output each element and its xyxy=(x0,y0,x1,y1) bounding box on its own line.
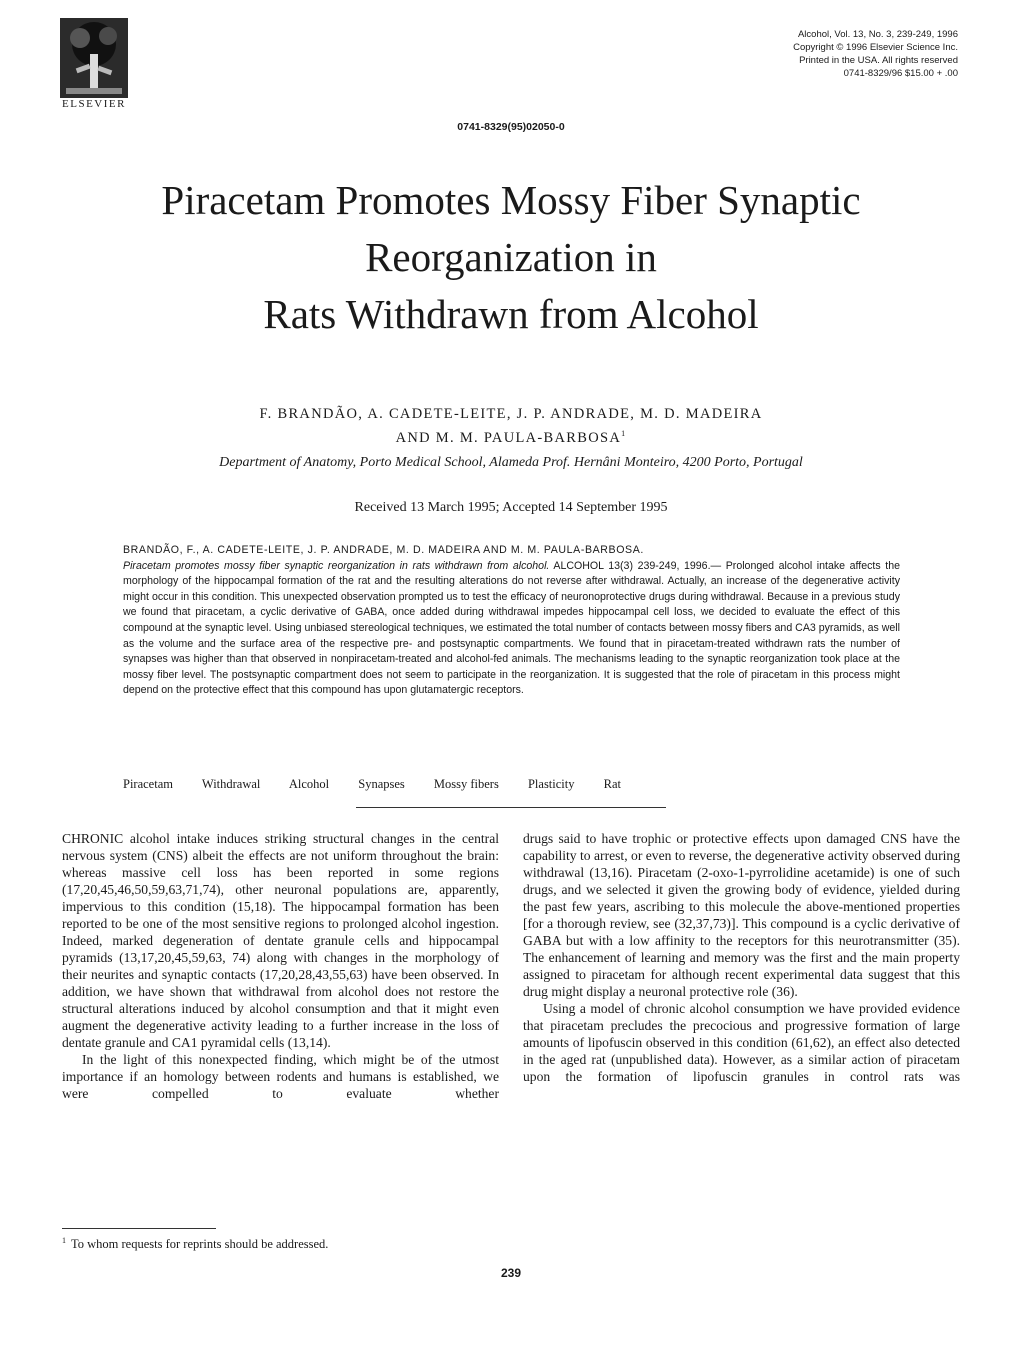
affiliation: Department of Anatomy, Porto Medical School, Alameda Prof. Hernâni Monteiro, 4200 Porto, Portugal xyxy=(219,455,803,470)
publisher-name: ELSEVIER xyxy=(62,98,126,110)
body-column-right xyxy=(523,830,960,1085)
abstract-title: Piracetam promotes mossy fiber synaptic reorganization in rats withdrawn from alcohol. xyxy=(123,559,550,572)
abstract xyxy=(123,543,900,699)
keyword: Synapses xyxy=(358,777,405,791)
body-paragraph: CHRONIC alcohol intake induces striking structural changes in the central nervous system (CNS) albeit the effects are not uniform throughout the brain: whereas massive cell loss has been reported in some regions (17,20,45,46,50,59,63,71,74), other neuronal populations are, apparently, impervious to this condition (15,18). The hippocampal formation has been reported to be one of the most sensitive regions to prolonged alcohol ingestion. Indeed, marked degeneration of dentate granule cells and hippocampal pyramids (13,17,20,45,59,63, 74) along with changes in the morphology of their neurites and synaptic contacts (17,20,28,43,55,63) have been observed. In addition, we have shown that withdrawal from alcohol does not restore the structural alterations induced by alcohol consumption and that it might even augment the degenerative activity leading to a further increase in the loss of dentate granule and CA1 pyramidal cells (13,14). xyxy=(62,831,499,1050)
copyright-line: Copyright © 1996 Elsevier Science Inc. xyxy=(793,42,958,53)
title-line-2: Reorganization in xyxy=(365,234,657,280)
elsevier-tree-icon xyxy=(56,14,132,102)
author-list xyxy=(60,404,962,448)
keyword: Rat xyxy=(603,777,621,791)
keyword: Mossy fibers xyxy=(433,777,499,791)
article-code: 0741-8329(95)02050-0 xyxy=(457,121,565,133)
keyword: Alcohol xyxy=(288,777,330,791)
abstract-text: Prolonged alcohol intake affects the morphology of the hippocampal formation of the rat and the resulting alterations do not reverse after withdrawal. Actually, an increase of the degenerative activity might occur in this condition. This unexpected observation prompted us to test the efficacy of neuronoprotective drugs during withdrawal. Because in a previous study we found that piracetam, a cyclic derivative of GABA, once added during withdrawal impedes hippocampal cell loss, we decided to evaluate the effect of this compound at the synaptic level. Using unbiased stereological techniques, we estimated the total number of contacts between mossy fibers and CA3 pyramids, as well as the volume and the surface area of the respective pre- and postsynaptic compartments. We found that in piracetam-treated withdrawn rats the number of synapses was higher than that observed in nonpiracetam-treated and alcohol-fed animals. The mechanisms leading to the synaptic reorganization took place at the mossy fiber level. The postsynaptic compartment does not seem to participate in the reorganization. It is suggested that the role of piracetam in this process might depend on the protective effect that this compound has upon glutamatergic receptors. xyxy=(123,559,901,697)
keyword: Piracetam xyxy=(123,777,173,791)
body-column-left xyxy=(62,830,499,1102)
received-dates: Received 13 March 1995; Accepted 14 September 1995 xyxy=(354,500,668,515)
author-footnote-mark: 1 xyxy=(621,429,627,438)
body-paragraph: drugs said to have trophic or protective effects upon damaged CNS have the capability to arrest, or even to reverse, the degenerative activity observed during withdrawal (13,16). Piracetam (2-oxo-1-pyrrolidine acetamide) is one of such drugs, and we selected it given the growing body of evidence, yielded during the past few years, ascribing to this molecule the above-mentioned properties [for a thorough review, see (32,37,73)]. This compound is a cyclic derivative of GABA but with a low affinity to the receptors for this neurotransmitter (35). The enhancement of learning and memory was the first and the main property assigned to piracetam for although recent experimental data suggest that this drug might display a neuronal protective role (36). xyxy=(523,831,960,999)
footnote-mark: 1 xyxy=(62,1236,66,1245)
journal-info xyxy=(793,28,958,80)
abstract-authors: BRANDÃO, F., A. CADETE-LEITE, J. P. ANDRADE, M. D. MADEIRA AND M. M. PAULA-BARBOSA. xyxy=(123,544,644,556)
keywords-divider xyxy=(356,807,666,808)
elsevier-logo xyxy=(56,14,132,102)
footnote-text: To whom requests for reprints should be addressed. xyxy=(71,1237,329,1252)
body-paragraph: Using a model of chronic alcohol consumption we have provided evidence that piracetam precludes the precocious and progressive formation of large amounts of lipofuscin observed in this condition (61,62), an effect also detected in the aged rat (unpublished data). However, as a similar action of piracetam upon the formation of lipofuscin granules in control rats was xyxy=(523,1001,960,1084)
abstract-citation: ALCOHOL 13(3) 239-249, 1996.— xyxy=(553,559,722,572)
authors-line-2: AND M. M. PAULA-BARBOSA$^1$ xyxy=(395,429,627,446)
body-paragraph: In the light of this nonexpected finding, which might be of the utmost importance if an homology between rodents and humans is established, we were compelled to evaluate whether xyxy=(62,1052,499,1101)
footnote-divider xyxy=(62,1228,216,1229)
footnote xyxy=(62,1236,328,1252)
article-title xyxy=(60,172,962,343)
title-line-1: Piracetam Promotes Mossy Fiber Synaptic xyxy=(161,177,861,223)
title-line-3: Rats Withdrawn from Alcohol xyxy=(263,291,759,337)
keywords xyxy=(123,777,647,792)
issn-price-line: 0741-8329/96 $15.00 + .00 xyxy=(843,68,958,79)
authors-line-1: F. BRANDÃO, A. CADETE-LEITE, J. P. ANDRADE, M. D. MADEIRA xyxy=(259,406,763,422)
page-number: 239 xyxy=(500,1266,522,1280)
keyword: Plasticity xyxy=(527,777,575,791)
printed-line: Printed in the USA. All rights reserved xyxy=(799,55,958,66)
keyword: Withdrawal xyxy=(201,777,261,791)
journal-citation: Alcohol, Vol. 13, No. 3, 239-249, 1996 xyxy=(797,29,958,40)
